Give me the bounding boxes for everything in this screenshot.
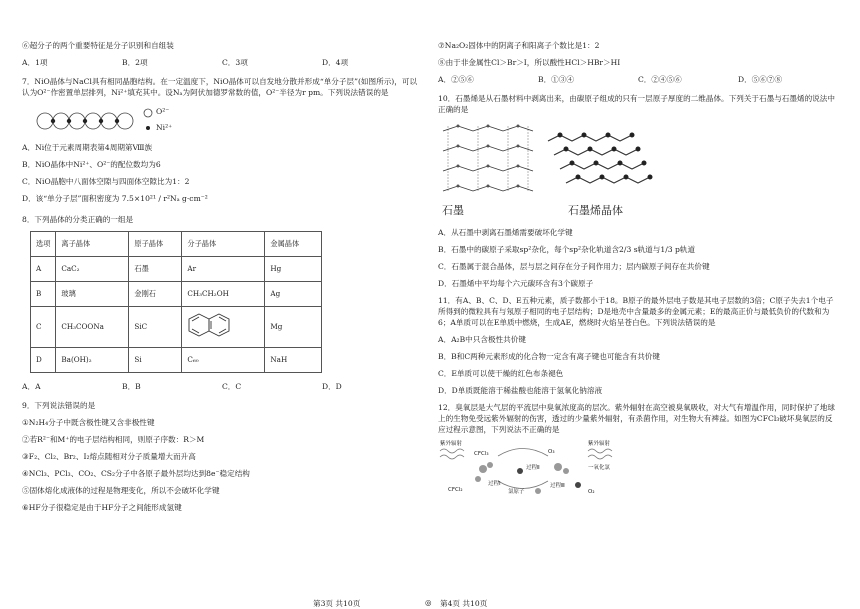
- option-c[interactable]: C．C: [222, 382, 242, 391]
- q8-stem: 8．下列晶体的分类正确的一组是: [22, 215, 134, 224]
- label-uv-2: 紫外辐射: [588, 441, 611, 447]
- label-cfcl2: CFCl₂: [448, 487, 463, 493]
- table-cell: SiC: [129, 307, 182, 348]
- table-cell: Ar: [182, 257, 265, 282]
- q9-stem: 9．下列说法错误的是: [22, 401, 96, 410]
- table-cell: D: [31, 348, 56, 373]
- q7-figure: [36, 104, 422, 138]
- option-b[interactable]: B．B: [122, 382, 141, 391]
- option-a[interactable]: A．②⑤⑥: [438, 75, 474, 84]
- option-d[interactable]: D．D: [322, 382, 342, 391]
- table-cell: C: [31, 307, 56, 348]
- q7-option-d[interactable]: D．该“单分子层”面积密度为 7.5×10²¹ / r²Nₐ g·cm⁻²: [22, 194, 208, 203]
- naphthalene-cell: [182, 307, 265, 348]
- q9-statement-3: ③F₂、Cl₂、Br₂、I₂熔点随相对分子质量增大而升高: [22, 452, 196, 461]
- q9-statement-7: ⑦Na₂O₂固体中的阴离子和阳离子个数比是1：2: [438, 41, 600, 50]
- table-cell: C₆₀: [182, 348, 265, 373]
- q7-stem: 7．NiO晶体与NaCl具有相同晶胞结构。在一定温度下，NiO晶体可以自发地分散并形成“单分子层”(如图所示)，可以认为O²⁻作密置单层排列，Ni²⁺填充其中。设Nₐ为阿伏加德罗常数的值，O²⁻半径为r pm。下列说法错误的是: [22, 77, 418, 97]
- q10-option-a[interactable]: A．从石墨中剥离石墨烯需要破坏化学键: [438, 228, 573, 237]
- table-cell: CaC₂: [56, 257, 129, 282]
- table-cell: A: [31, 257, 56, 282]
- q11-stem: 11．有A、B、C、D、E五种元素，质子数都小于18。B原子的最外层电子数是其电子层数的3倍；C原子失去1个电子所得到的微粒具有与氖原子相同的电子层结构；D是地壳中含量最多的金属元素；E的最高正价与最低负价的代数和为6；A单质可以在E单质中燃烧，生成AE，燃烧时火焰呈苍白色。下列说法错误的是: [438, 296, 834, 327]
- table-row: [31, 348, 322, 373]
- table-row: [31, 257, 322, 282]
- q10-figure: [438, 121, 838, 221]
- caption-graphene: 石墨烯晶体: [568, 204, 623, 217]
- table-cell: 石墨: [129, 257, 182, 282]
- option-c[interactable]: C．②④⑤⑥: [638, 75, 682, 84]
- label-uv-1: 紫外辐射: [440, 441, 463, 447]
- q8-options: [22, 381, 422, 392]
- q9-options: [438, 74, 838, 85]
- table-cell: 金刚石: [129, 282, 182, 307]
- option-a[interactable]: A．A: [22, 382, 41, 391]
- header-cell: 分子晶体: [182, 232, 265, 257]
- legend-ni2: Ni²⁺: [156, 123, 173, 132]
- right-page-number: 第4页 共10页: [440, 599, 488, 608]
- label-process-3: 过程Ⅲ: [550, 483, 565, 489]
- label-process-2: 过程Ⅱ: [526, 465, 540, 471]
- table-cell: Ag: [265, 282, 322, 307]
- q10-option-d[interactable]: D．石墨烯中平均每个六元碳环含有3个碳原子: [438, 279, 594, 288]
- q6-statement-6: ⑥超分子的两个重要特征是分子识别和自组装: [22, 41, 174, 50]
- label-o2: O₂: [588, 489, 595, 495]
- center-mark-icon: ◎: [425, 598, 432, 607]
- q9-statement-8: ⑧由于非金属性Cl＞Br＞I，所以酸性HCl＞HBr＞HI: [438, 58, 621, 67]
- q11-option-a[interactable]: A．A₂B中只含极性共价键: [438, 335, 526, 344]
- q12-stem: 12．臭氧层是大气层的平流层中臭氧浓度高的层次。紫外辐射在高空被臭氧吸收，对大气有增温作用，同时保护了地球上的生物免受远紫外辐射的伤害，透过的少量紫外辐射，有杀菌作用，对生物大有裨益。如图为CFCl₃破坏臭氧层的反应过程示意图，下列说法不正确的是: [438, 403, 835, 434]
- option-a[interactable]: A．1项: [22, 58, 48, 67]
- table-header: [31, 232, 322, 257]
- q7-option-c[interactable]: C．NiO晶胞中八面体空隙与四面体空隙比为1：2: [22, 177, 190, 186]
- label-chlorine-atom: 氯原子: [508, 489, 525, 495]
- label-o3: O₃: [548, 449, 555, 455]
- table-cell: Ba(OH)₂: [56, 348, 129, 373]
- option-b[interactable]: B．①③④: [538, 75, 574, 84]
- q9-statement-4: ④NCl₃、PCl₃、CO₂、CS₂分子中各原子最外层均达到8e⁻稳定结构: [22, 469, 250, 478]
- option-b[interactable]: B．2项: [122, 58, 148, 67]
- label-process-1: 过程Ⅰ: [488, 481, 501, 487]
- header-cell: 原子晶体: [129, 232, 182, 257]
- header-cell: 选项: [31, 232, 56, 257]
- header-cell: 离子晶体: [56, 232, 129, 257]
- q10-stem: 10．石墨烯是从石墨材料中剥离出来，由碳原子组成的只有一层原子厚度的二维晶体。下列关于石墨与石墨烯的说法中正确的是: [438, 94, 835, 114]
- table-cell: B: [31, 282, 56, 307]
- table-cell: 玻璃: [56, 282, 129, 307]
- q9-statement-6: ⑥HF分子很稳定是由于HF分子之间能形成氢键: [22, 503, 182, 512]
- q11-option-d[interactable]: D．D单质既能溶于稀盐酸也能溶于氢氧化钠溶液: [438, 386, 603, 395]
- q9-statement-5: ⑤固体熔化成液体的过程是物理变化，所以不会破坏化学键: [22, 486, 220, 495]
- q12-figure: [438, 441, 658, 501]
- q11-option-b[interactable]: B．B和C两种元素形成的化合物一定含有离子键也可能含有共价键: [438, 352, 660, 361]
- legend-o2: O²⁻: [156, 107, 170, 116]
- naphthalene-structure-icon: [187, 312, 233, 338]
- header-cell: 金属晶体: [265, 232, 322, 257]
- q11-option-c[interactable]: C．E单质可以使干燥的红色布条褪色: [438, 369, 564, 378]
- q10-option-b[interactable]: B．石墨中的碳原子采取sp²杂化，每个sp²杂化轨道含2/3 s轨道与1/3 p轨道: [438, 245, 696, 254]
- caption-graphite: 石墨: [442, 204, 464, 217]
- q10-option-c[interactable]: C．石墨属于混合晶体，层与层之间存在分子间作用力；层内碳原子间存在共价键: [438, 262, 710, 271]
- crystal-classification-table: [30, 231, 322, 373]
- table-cell: NaH: [265, 348, 322, 373]
- option-d[interactable]: D．⑤⑥⑦⑧: [738, 75, 783, 84]
- q7-option-a[interactable]: A．Ni位于元素周期表第4周期第Ⅷ族: [22, 143, 153, 152]
- left-column: [22, 0, 422, 519]
- q9-statement-1: ①N₂H₄分子中既含极性键又含非极性键: [22, 418, 155, 427]
- table-cell: Hg: [265, 257, 322, 282]
- table-row: [31, 307, 322, 348]
- option-c[interactable]: C．3项: [222, 58, 248, 67]
- q6-options: [22, 57, 422, 68]
- q7-option-b[interactable]: B．NiO晶体中Ni²⁺、O²⁻的配位数均为6: [22, 160, 161, 169]
- nio-monolayer-diagram: [36, 104, 216, 138]
- table-row: [31, 282, 322, 307]
- label-cfcl3: CFCl₃: [474, 451, 489, 457]
- right-column: [438, 0, 838, 501]
- label-chlorine-monoxide: 一氧化氯: [588, 465, 611, 471]
- table-cell: CH₃CH₂OH: [182, 282, 265, 307]
- left-page-number: 第3页 共10页: [313, 599, 361, 608]
- table-cell: CH₃COONa: [56, 307, 129, 348]
- table-cell: Si: [129, 348, 182, 373]
- table-cell: Mg: [265, 307, 322, 348]
- q9-statement-2: ②若R²⁻和M⁺的电子层结构相同，则原子序数：R＞M: [22, 435, 205, 444]
- option-d[interactable]: D．4项: [322, 58, 349, 67]
- graphite-graphene-diagram: [438, 121, 658, 201]
